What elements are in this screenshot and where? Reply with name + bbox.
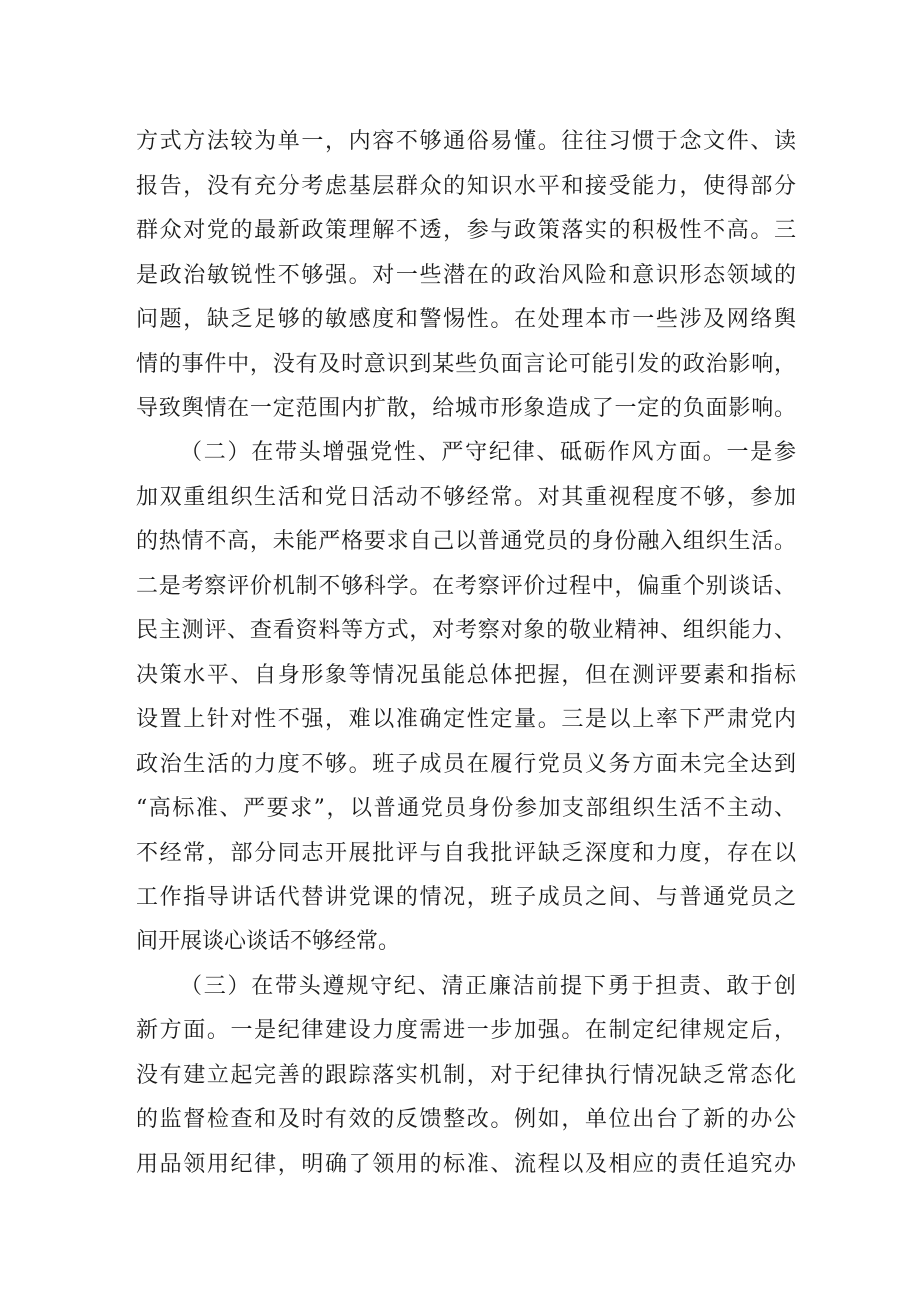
section-heading-3: （三）在带头遵规守纪、清正廉洁前提下勇于担责、敢于创 (180, 974, 796, 999)
text-line: 方式方法较为单一，内容不够通俗易懂。往往习惯于念文件、读 (136, 129, 796, 154)
text-line: 不经常，部分同志开展批评与自我批评缺乏深度和力度，存在以 (136, 841, 796, 866)
text-line: 问题，缺乏足够的敏感度和警惕性。在处理本市一些涉及网络舆 (136, 307, 796, 332)
text-line: 设置上针对性不强，难以准确定性定量。三是以上率下严肃党内 (136, 707, 796, 732)
text-line: 加双重组织生活和党日活动不够经常。对其重视程度不够，参加 (136, 485, 796, 510)
text-line: 导致舆情在一定范围内扩散，给城市形象造成了一定的负面影响。 (136, 396, 796, 421)
text-line: 群众对党的最新政策理解不透，参与政策落实的积极性不高。三 (136, 218, 796, 243)
text-line: 情的事件中，没有及时意识到某些负面言论可能引发的政治影响， (136, 352, 796, 377)
text-line: 没有建立起完善的跟踪落实机制，对于纪律执行情况缺乏常态化 (136, 1063, 796, 1088)
text-line: 政治生活的力度不够。班子成员在履行党员义务方面未完全达到 (136, 752, 796, 777)
text-line: 是政治敏锐性不够强。对一些潜在的政治风险和意识形态领域的 (136, 263, 796, 288)
text-line: 的监督检查和及时有效的反馈整改。例如，单位出台了新的办公 (136, 1107, 796, 1132)
text-line: 用品领用纪律，明确了领用的标准、流程以及相应的责任追究办 (136, 1152, 796, 1177)
section-heading-2: （二）在带头增强党性、严守纪律、砥砺作风方面。一是参 (180, 440, 796, 465)
text-line: 新方面。一是纪律建设力度需进一步加强。在制定纪律规定后， (136, 1018, 796, 1043)
text-line: “高标准、严要求”，以普通党员身份参加支部组织生活不主动、 (136, 796, 796, 821)
text-line: 二是考察评价机制不够科学。在考察评价过程中，偏重个别谈话、 (136, 574, 796, 599)
text-line: 工作指导讲话代替讲党课的情况，班子成员之间、与普通党员之 (136, 885, 796, 910)
text-line: 的热情不高，未能严格要求自己以普通党员的身份融入组织生活。 (136, 529, 796, 554)
text-line: 间开展谈心谈话不够经常。 (136, 929, 401, 954)
text-line: 报告，没有充分考虑基层群众的知识水平和接受能力，使得部分 (136, 174, 796, 199)
text-line: 民主测评、查看资料等方式，对考察对象的敬业精神、组织能力、 (136, 618, 796, 643)
text-line: 决策水平、自身形象等情况虽能总体把握，但在测评要素和指标 (136, 663, 796, 688)
